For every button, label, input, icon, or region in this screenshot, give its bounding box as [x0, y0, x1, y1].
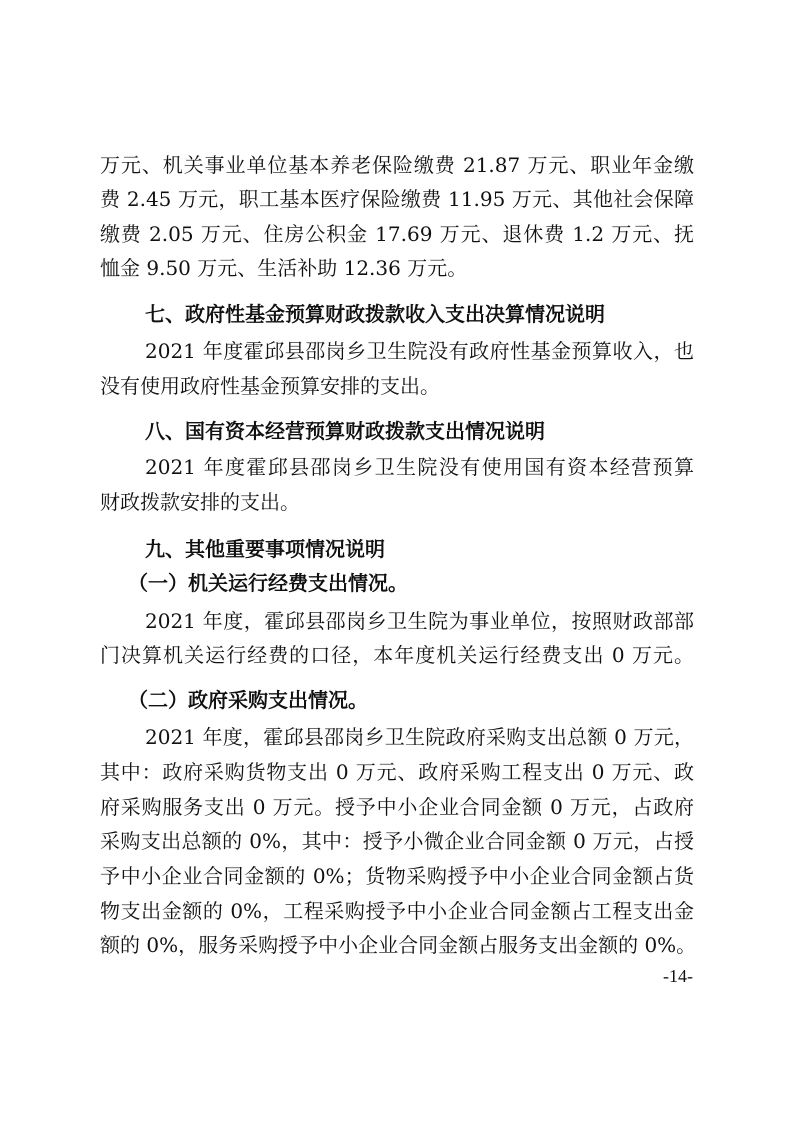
section-heading: （一）机关运行经费支出情况。 — [128, 571, 408, 595]
body-text-line: 恤金 9.50 万元、生活补助 12.36 万元。 — [100, 256, 468, 280]
section-heading: 八、国有资本经营预算财政拨款支出情况说明 — [145, 419, 545, 443]
body-text-line: 门决算机关运行经费的口径，本年度机关运行经费支出 0 万元。 — [100, 643, 694, 667]
body-text-line: 额的 0%，服务采购授予中小企业合同金额占服务支出金额的 0%。 — [100, 933, 697, 957]
body-text-line: 2021 年度霍邱县邵岗乡卫生院没有政府性基金预算收入，也 — [145, 339, 694, 363]
body-text-line: 2021 年度，霍邱县邵岗乡卫生院为事业单位，按照财政部部 — [145, 609, 694, 633]
body-text-line: 物支出金额的 0%，工程采购授予中小企业合同金额占工程支出金 — [100, 899, 694, 923]
body-text-line: 2021 年度霍邱县邵岗乡卫生院没有使用国有资本经营预算 — [145, 455, 694, 479]
body-text-line: 缴费 2.05 万元、住房公积金 17.69 万元、退休费 1.2 万元、抚 — [100, 222, 694, 246]
section-heading: （二）政府采购支出情况。 — [128, 688, 368, 712]
body-text-line: 费 2.45 万元，职工基本医疗保险缴费 11.95 万元、其他社会保障 — [100, 187, 694, 211]
page-number: -14- — [663, 966, 693, 986]
body-text-line: 万元、机关事业单位基本养老保险缴费 21.87 万元、职业年金缴 — [100, 153, 694, 177]
section-heading: 七、政府性基金预算财政拨款收入支出决算情况说明 — [145, 302, 605, 326]
section-heading: 九、其他重要事项情况说明 — [145, 537, 385, 561]
body-text-line: 府采购服务支出 0 万元。授予中小企业合同金额 0 万元，占政府 — [100, 795, 694, 819]
body-text-line: 采购支出总额的 0%，其中：授予小微企业合同金额 0 万元，占授 — [100, 829, 694, 853]
body-text-line: 没有使用政府性基金预算安排的支出。 — [100, 374, 440, 398]
body-text-line: 2021 年度，霍邱县邵岗乡卫生院政府采购支出总额 0 万元， — [145, 725, 694, 749]
body-text-line: 予中小企业合同金额的 0%；货物采购授予中小企业合同金额占货 — [100, 864, 694, 888]
body-text-line: 财政拨款安排的支出。 — [100, 490, 300, 514]
body-text-line: 其中：政府采购货物支出 0 万元、政府采购工程支出 0 万元、政 — [100, 760, 694, 784]
